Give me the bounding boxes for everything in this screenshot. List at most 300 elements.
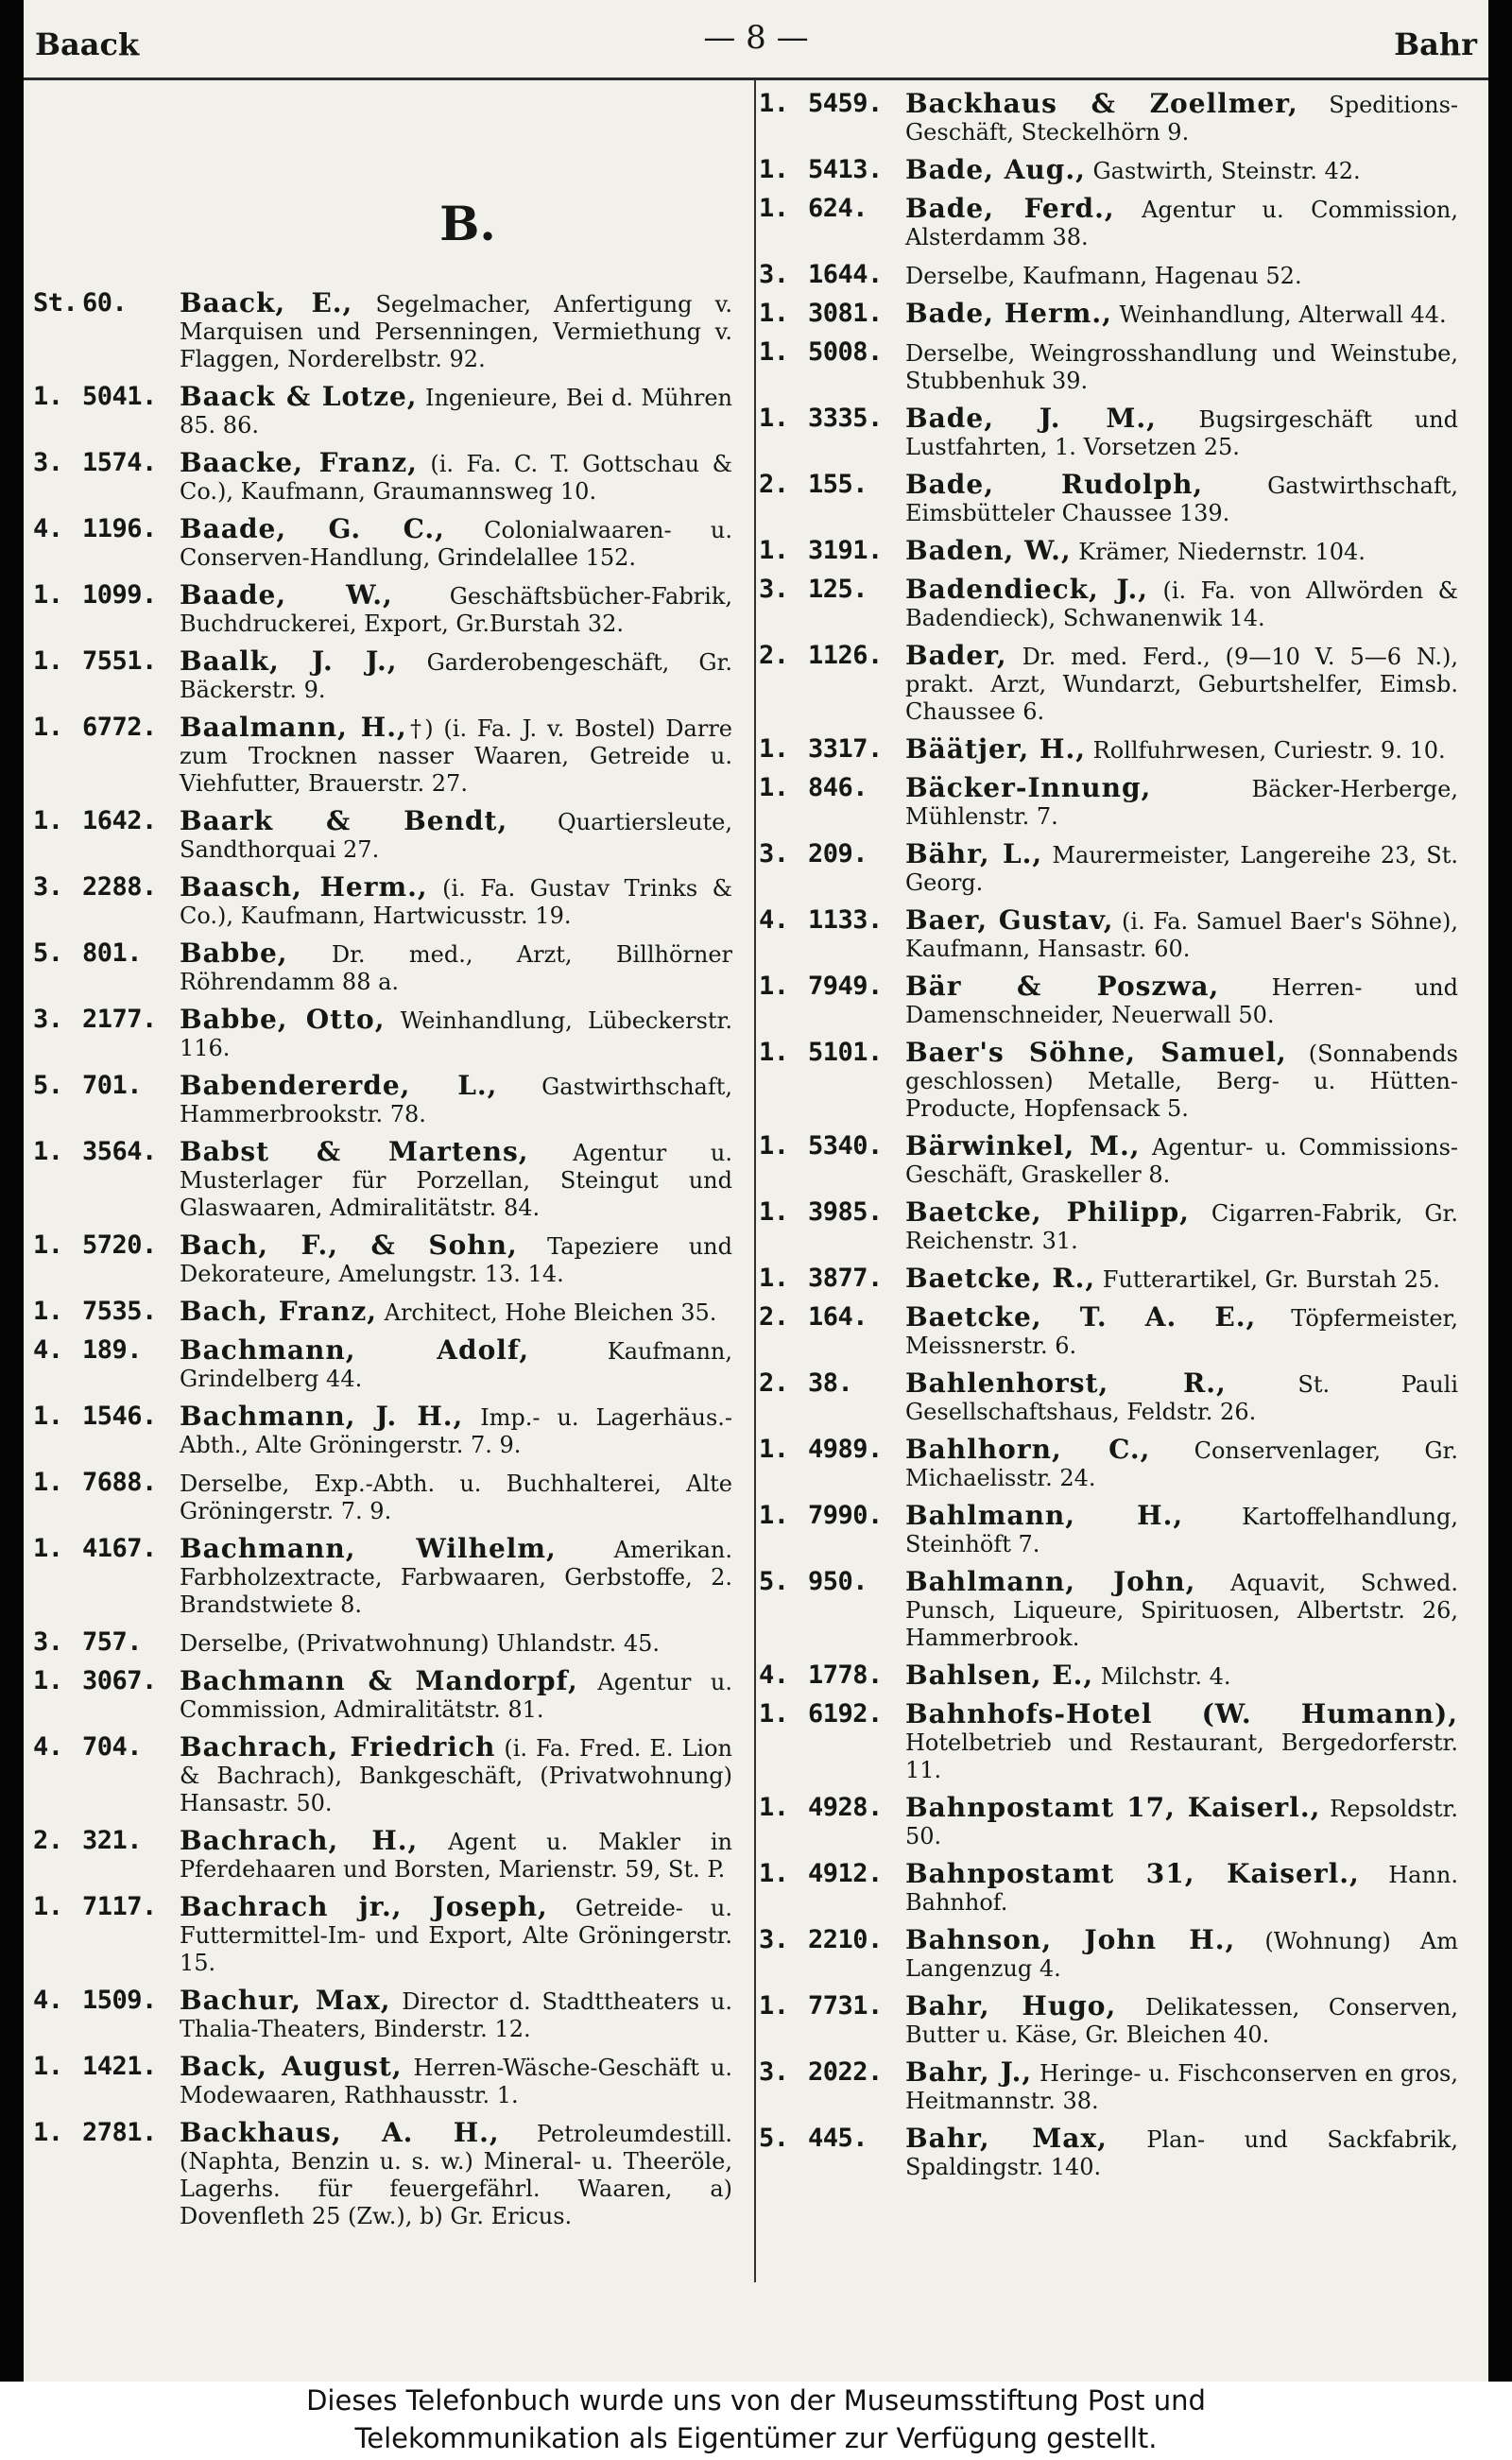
entry-text xyxy=(905,972,1458,1029)
phone-number xyxy=(33,581,180,609)
directory-entry xyxy=(759,840,1458,897)
exchange-code: 3. xyxy=(33,872,63,902)
line-number: 3191. xyxy=(808,536,883,565)
subscriber-name: Bachmann, J. H., xyxy=(180,1401,464,1432)
exchange-code: 1. xyxy=(759,194,789,223)
phone-number xyxy=(33,1667,180,1694)
exchange-code: 1. xyxy=(759,1793,789,1822)
directory-entry xyxy=(759,735,1458,765)
exchange-code: 1. xyxy=(759,773,789,802)
entry-text xyxy=(180,1469,732,1525)
line-number: 7990. xyxy=(808,1501,883,1530)
directory-entry xyxy=(759,338,1458,395)
line-number: 1133. xyxy=(808,905,883,935)
subscriber-details: Architect, Hohe Bleichen 35. xyxy=(377,1299,717,1326)
entry-text xyxy=(905,1700,1458,1784)
line-number: 5041. xyxy=(82,382,157,411)
directory-entry xyxy=(33,1535,732,1619)
line-number: 321. xyxy=(82,1826,143,1855)
exchange-code: 1. xyxy=(33,2118,63,2147)
directory-entry xyxy=(33,2053,732,2109)
subscriber-details: Quartiersleute, Sandthorquai 27. xyxy=(180,809,733,863)
directory-entry xyxy=(33,1733,732,1817)
line-number: 155. xyxy=(808,470,868,499)
exchange-code: 2. xyxy=(759,1368,789,1398)
subscriber-name: Baetcke, T. A. E., xyxy=(905,1301,1257,1333)
line-number: 189. xyxy=(82,1335,143,1365)
line-number: 3067. xyxy=(82,1666,157,1695)
line-number: 1099. xyxy=(82,580,157,610)
phone-number xyxy=(759,1198,905,1226)
subscriber-name: Bachmann, Wilhelm, xyxy=(180,1533,557,1564)
entry-text xyxy=(905,404,1458,461)
phone-number xyxy=(33,1402,180,1430)
subscriber-details: Bäcker-Herberge, Mühlenstr. 7. xyxy=(905,776,1458,830)
exchange-code: 3. xyxy=(33,1627,63,1657)
exchange-code: 1. xyxy=(33,1468,63,1497)
line-number: 1644. xyxy=(808,260,883,289)
directory-page xyxy=(24,0,1488,2382)
exchange-code: 1. xyxy=(759,155,789,184)
subscriber-name: Baalk, J. J., xyxy=(180,645,398,677)
directory-entry xyxy=(33,1469,732,1525)
entry-text xyxy=(180,1006,732,1062)
directory-entry xyxy=(33,449,732,506)
line-number: 846. xyxy=(808,773,868,802)
exchange-code: 1. xyxy=(759,404,789,433)
subscriber-name: Baetcke, R., xyxy=(905,1263,1096,1294)
exchange-code: 2. xyxy=(759,1302,789,1332)
exchange-code: 1. xyxy=(33,806,63,835)
phone-number xyxy=(33,1336,180,1364)
entry-text xyxy=(905,156,1458,185)
phone-number xyxy=(33,1072,180,1099)
phone-number xyxy=(33,873,180,901)
entry-text xyxy=(180,289,732,373)
exchange-code: 1. xyxy=(33,580,63,610)
exchange-code: 4. xyxy=(33,514,63,543)
directory-entry xyxy=(759,1700,1458,1784)
subscriber-name: Baer, Gustav, xyxy=(905,904,1114,936)
subscriber-name: Babendererde, L., xyxy=(180,1070,498,1101)
subscriber-details: Plan- und Sackfabrik, Spaldingstr. 140. xyxy=(905,2126,1458,2180)
subscriber-name: Bahlmann, H., xyxy=(905,1500,1184,1531)
directory-entry xyxy=(759,906,1458,963)
directory-entry xyxy=(33,647,732,704)
subscriber-details: Agent u. Makler in Pferdehaaren und Borsten, Marienstr. 59, St. P. xyxy=(180,1829,733,1883)
entry-text xyxy=(905,338,1458,395)
subscriber-details: (i. Fa. Samuel Baer's Söhne), Kaufmann, Hansastr. 60. xyxy=(905,908,1458,962)
entry-text xyxy=(180,939,732,996)
subscriber-details: Repsoldstr. 50. xyxy=(905,1796,1459,1849)
phone-number xyxy=(33,289,180,317)
line-number: 5413. xyxy=(808,155,883,184)
directory-entry xyxy=(759,471,1458,527)
entry-text xyxy=(905,2125,1458,2181)
phone-number xyxy=(759,906,905,934)
phone-number xyxy=(33,449,180,476)
entry-text xyxy=(905,1369,1458,1426)
entry-text xyxy=(905,537,1458,566)
subscriber-name: Bade, Ferd., xyxy=(905,193,1115,224)
exchange-code: 4. xyxy=(759,905,789,935)
directory-entry xyxy=(33,1072,732,1128)
entry-text xyxy=(905,1568,1458,1652)
entry-text xyxy=(905,471,1458,527)
subscriber-details: (i. Fa. Gustav Trinks & Co.), Kaufmann, Hartwicusstr. 19. xyxy=(180,875,732,929)
exchange-code: 1. xyxy=(33,2052,63,2081)
footer-line-1: Dieses Telefonbuch wurde uns von der Museumsstiftung Post und xyxy=(306,2384,1206,2417)
line-number: 1196. xyxy=(82,514,157,543)
phone-number xyxy=(759,261,905,288)
directory-entry xyxy=(759,576,1458,632)
phone-number xyxy=(33,647,180,675)
directory-entry xyxy=(33,1231,732,1288)
exchange-code: 3. xyxy=(33,1005,63,1034)
directory-entry xyxy=(759,1436,1458,1492)
directory-entry xyxy=(33,714,732,798)
entry-text xyxy=(905,1661,1458,1691)
subscriber-details: Imp.- u. Lagerhäus.-Abth., Alte Gröningerstr. 7. 9. xyxy=(180,1404,732,1458)
directory-entry xyxy=(759,1369,1458,1426)
entry-text xyxy=(905,576,1458,632)
subscriber-details: Petroleumdestill. (Naphta, Benzin u. s. w.) Mineral- u. Theeröle, Lagerhs. für feuergefährl. Waaren, a) Dovenfleth 25 (Zw.), b) Gr. Ericus. xyxy=(180,2121,733,2229)
exchange-code: 1. xyxy=(759,1435,789,1464)
subscriber-details: Agentur u. Musterlager für Porzellan, Steingut und Glaswaaren, Admiralitätstr. 84. xyxy=(180,1140,732,1221)
directory-entry xyxy=(759,1132,1458,1189)
line-number: 125. xyxy=(808,575,868,604)
subscriber-name: Bade, Rudolph, xyxy=(905,469,1204,500)
phone-number xyxy=(759,1132,905,1160)
subscriber-details: (Wohnung) Am Langenzug 4. xyxy=(905,1928,1458,1982)
header-last-entry: Bahr xyxy=(1394,26,1477,62)
line-number: 3877. xyxy=(808,1264,883,1293)
subscriber-details: †) (i. Fa. J. v. Bostel) Darre zum Trocknen nasser Waaren, Getreide u. Viehfutter, Brauerstr. 27. xyxy=(180,715,732,797)
entry-text xyxy=(180,1231,732,1288)
exchange-code: 1. xyxy=(759,1699,789,1729)
directory-entry xyxy=(759,2125,1458,2181)
line-number: 950. xyxy=(808,1567,868,1596)
directory-entry xyxy=(759,1860,1458,1917)
directory-entry xyxy=(759,404,1458,461)
directory-entry xyxy=(759,972,1458,1029)
subscriber-details: Colonialwaaren- u. Conserven-Handlung, Grindelallee 152. xyxy=(180,517,732,571)
subscriber-name: Bäätjer, H., xyxy=(905,733,1086,765)
directory-entry xyxy=(33,581,732,638)
subscriber-name: Bahnhofs-Hotel (W. Humann), xyxy=(905,1698,1458,1729)
subscriber-details: Weinhandlung, Alterwall 44. xyxy=(1111,301,1447,328)
subscriber-name: Badendieck, J., xyxy=(905,574,1148,605)
directory-entry xyxy=(759,1303,1458,1360)
left-entry-list xyxy=(33,289,732,2230)
subscriber-name: Bärwinkel, M., xyxy=(905,1130,1141,1161)
exchange-code: 1. xyxy=(33,1230,63,1260)
right-entry-list xyxy=(759,90,1458,2181)
line-number: 2781. xyxy=(82,2118,157,2147)
directory-entry xyxy=(33,1893,732,1977)
exchange-code: 5. xyxy=(759,1567,789,1596)
exchange-code: 5. xyxy=(33,938,63,968)
entry-text xyxy=(905,1039,1458,1123)
subscriber-name: Baack & Lotze, xyxy=(180,381,418,412)
subscriber-details: Krämer, Niedernstr. 104. xyxy=(1071,539,1366,565)
directory-entry xyxy=(33,1298,732,1327)
exchange-code: 1. xyxy=(759,1264,789,1293)
line-number: 1421. xyxy=(82,2052,157,2081)
directory-entry xyxy=(759,1661,1458,1691)
entry-text xyxy=(905,1794,1458,1850)
subscriber-name: Back, August, xyxy=(180,2051,403,2082)
exchange-code: 1. xyxy=(759,299,789,328)
exchange-code: 2. xyxy=(759,641,789,670)
subscriber-details: (i. Fa. von Allwörden & Badendieck), Schwanenwik 14. xyxy=(905,577,1458,631)
directory-entry xyxy=(759,1264,1458,1294)
line-number: 4167. xyxy=(82,1534,157,1563)
subscriber-name: Bachrach jr., Joseph, xyxy=(180,1891,548,1922)
entry-text xyxy=(905,906,1458,963)
entry-text xyxy=(180,1827,732,1884)
subscriber-details: Aquavit, Schwed. Punsch, Liqueure, Spirituosen, Albertstr. 26, Hammerbrook. xyxy=(905,1570,1458,1651)
line-number: 1574. xyxy=(82,448,157,477)
subscriber-details: Director d. Stadttheaters u. Thalia-Theaters, Binderstr. 12. xyxy=(180,1988,732,2042)
directory-entry xyxy=(759,537,1458,566)
entry-text xyxy=(180,1402,732,1459)
exchange-code: 5. xyxy=(33,1071,63,1100)
directory-entry xyxy=(759,774,1458,831)
phone-number xyxy=(759,156,905,183)
directory-entry xyxy=(759,1992,1458,2049)
phone-number xyxy=(759,735,905,763)
subscriber-details: Derselbe, Weingrosshandlung und Weinstube, Stubbenhuk 39. xyxy=(905,340,1458,394)
line-number: 38. xyxy=(808,1368,853,1398)
subscriber-name: Bade, Aug., xyxy=(905,154,1086,185)
line-number: 701. xyxy=(82,1071,143,1100)
entry-text xyxy=(180,1628,732,1658)
phone-number xyxy=(33,1827,180,1854)
subscriber-name: Bachmann, Adolf, xyxy=(180,1334,530,1366)
subscriber-details: Bugsirgeschäft und Lustfahrten, 1. Vorsetzen 25. xyxy=(905,406,1458,460)
entry-text xyxy=(180,1138,732,1222)
entry-text xyxy=(905,642,1458,726)
exchange-code: 1. xyxy=(759,1501,789,1530)
subscriber-details: Geschäftsbücher-Fabrik, Buchdruckerei, Export, Gr.Burstah 32. xyxy=(180,583,732,637)
subscriber-name: Bahr, Hugo, xyxy=(905,1990,1117,2021)
line-number: 5008. xyxy=(808,337,883,367)
entry-text xyxy=(180,647,732,704)
page-header xyxy=(24,0,1488,76)
exchange-code: 3. xyxy=(759,1925,789,1954)
phone-number xyxy=(33,1987,180,2014)
phone-number xyxy=(759,1700,905,1728)
entry-text xyxy=(180,449,732,506)
directory-entry xyxy=(33,939,732,996)
directory-entry xyxy=(33,2119,732,2230)
entry-text xyxy=(905,1303,1458,1360)
phone-number xyxy=(33,1138,180,1165)
subscriber-details: Getreide- u. Futtermittel-Im- und Export, Alte Gröningerstr. 15. xyxy=(180,1895,732,1976)
directory-entry xyxy=(33,1628,732,1658)
line-number: 1509. xyxy=(82,1986,157,2015)
entry-text xyxy=(905,1992,1458,2049)
directory-entry xyxy=(33,1667,732,1724)
page-number: — 8 — xyxy=(703,19,809,57)
line-number: 801. xyxy=(82,938,143,968)
entry-text xyxy=(905,300,1458,329)
phone-number xyxy=(33,939,180,967)
subscriber-name: Bahnpostamt 17, Kaiserl., xyxy=(905,1792,1321,1823)
subscriber-name: Bach, F., & Sohn, xyxy=(180,1230,518,1261)
directory-entry xyxy=(759,1039,1458,1123)
phone-number xyxy=(759,576,905,603)
subscriber-name: Bade, J. M., xyxy=(905,403,1157,434)
entry-text xyxy=(905,1502,1458,1558)
entry-text xyxy=(180,383,732,439)
line-number: 2210. xyxy=(808,1925,883,1954)
subscriber-name: Bahr, Max, xyxy=(905,2123,1108,2154)
line-number: 7551. xyxy=(82,646,157,676)
entry-text xyxy=(905,90,1458,146)
phone-number xyxy=(33,383,180,410)
subscriber-name: Baden, W., xyxy=(905,535,1072,566)
subscriber-name: Bähr, L., xyxy=(905,838,1043,869)
directory-entry xyxy=(33,1987,732,2043)
phone-number xyxy=(33,1535,180,1562)
entry-text xyxy=(180,1893,732,1977)
header-rule xyxy=(24,77,1488,80)
phone-number xyxy=(33,1231,180,1259)
subscriber-details: Segelmacher, Anfertigung v. Marquisen und Persenningen, Vermiethung v. Flaggen, Norderelbstr. 92. xyxy=(180,291,733,372)
phone-number xyxy=(759,471,905,498)
phone-number xyxy=(759,642,905,669)
entry-text xyxy=(180,1072,732,1128)
entry-text xyxy=(180,1535,732,1619)
subscriber-name: Bader, xyxy=(905,640,1007,671)
subscriber-details: Töpfermeister, Meissnerstr. 6. xyxy=(905,1305,1458,1359)
phone-number xyxy=(759,2058,905,2086)
exchange-code: 1. xyxy=(759,1991,789,2021)
subscriber-name: Bahlmann, John, xyxy=(905,1566,1196,1597)
line-number: 6772. xyxy=(82,713,157,742)
directory-entry xyxy=(759,642,1458,726)
subscriber-name: Baade, G. C., xyxy=(180,513,445,544)
line-number: 5459. xyxy=(808,89,883,118)
subscriber-name: Bahr, J., xyxy=(905,2056,1033,2088)
line-number: 1546. xyxy=(82,1402,157,1431)
subscriber-name: Baalmann, H., xyxy=(180,712,407,743)
exchange-code: 1. xyxy=(759,1131,789,1161)
directory-entry xyxy=(33,1827,732,1884)
exchange-code: 1. xyxy=(759,337,789,367)
line-number: 3335. xyxy=(808,404,883,433)
exchange-code: 4. xyxy=(759,1660,789,1690)
subscriber-name: Bahlsen, E., xyxy=(905,1660,1094,1691)
subscriber-details: Futterartikel, Gr. Burstah 25. xyxy=(1095,1266,1440,1293)
subscriber-name: Bachur, Max, xyxy=(180,1985,391,2016)
phone-number xyxy=(759,1264,905,1292)
exchange-code: 1. xyxy=(33,646,63,676)
subscriber-name: Baasch, Herm., xyxy=(180,871,428,903)
entry-text xyxy=(180,581,732,638)
exchange-code: 3. xyxy=(759,575,789,604)
entry-text xyxy=(180,807,732,864)
line-number: 3081. xyxy=(808,299,883,328)
subscriber-details: Dr. med., Arzt, Billhörner Röhrendamm 88 a. xyxy=(180,941,732,995)
line-number: 209. xyxy=(808,839,868,869)
subscriber-details: Delikatessen, Conserven, Butter u. Käse, Gr. Bleichen 40. xyxy=(905,1994,1458,2048)
exchange-code: 1. xyxy=(33,382,63,411)
phone-number xyxy=(759,338,905,366)
phone-number xyxy=(759,537,905,564)
line-number: 5720. xyxy=(82,1230,157,1260)
phone-number xyxy=(759,1039,905,1066)
subscriber-name: Backhaus & Zoellmer, xyxy=(905,88,1298,119)
phone-number xyxy=(759,404,905,432)
phone-number xyxy=(33,714,180,741)
phone-number xyxy=(33,807,180,834)
line-number: 3564. xyxy=(82,1137,157,1166)
subscriber-name: Bachmann & Mandorpf, xyxy=(180,1665,578,1696)
subscriber-details: Agentur u. Commission, Admiralitätstr. 81. xyxy=(180,1669,732,1723)
entry-text xyxy=(180,2119,732,2230)
line-number: 60. xyxy=(82,288,128,318)
exchange-code: 1. xyxy=(759,89,789,118)
subscriber-details: Tapeziere und Dekorateure, Amelungstr. 13. 14. xyxy=(180,1233,732,1287)
subscriber-details: Gastwirthschaft, Eimsbütteler Chaussee 139. xyxy=(905,473,1458,526)
subscriber-details: Cigarren-Fabrik, Gr. Reichenstr. 31. xyxy=(905,1200,1458,1254)
exchange-code: 3. xyxy=(759,839,789,869)
exchange-code: 4. xyxy=(33,1335,63,1365)
entry-text xyxy=(905,840,1458,897)
phone-number xyxy=(33,1006,180,1033)
entry-text xyxy=(905,261,1458,290)
entry-text xyxy=(180,873,732,930)
subscriber-name: Bahlhorn, C., xyxy=(905,1434,1151,1465)
subscriber-name: Babbe, xyxy=(180,938,288,969)
exchange-code: 1. xyxy=(759,536,789,565)
entry-text xyxy=(905,735,1458,765)
footer-line-2: Telekommunikation als Eigentümer zur Verfügung gestellt. xyxy=(354,2422,1158,2454)
subscriber-details: Agentur- u. Commissions-Geschäft, Graskeller 8. xyxy=(905,1134,1459,1188)
subscriber-details: Gastwirthschaft, Hammerbrookstr. 78. xyxy=(180,1074,733,1127)
subscriber-details: (i. Fa. Fred. E. Lion & Bachrach), Bankgeschäft, (Privatwohnung) Hansastr. 50. xyxy=(180,1735,732,1816)
phone-number xyxy=(33,1298,180,1325)
entry-text xyxy=(905,1132,1458,1189)
line-number: 3317. xyxy=(808,734,883,764)
line-number: 6192. xyxy=(808,1699,883,1729)
entry-text xyxy=(905,1264,1458,1294)
entry-text xyxy=(180,1733,732,1817)
line-number: 5340. xyxy=(808,1131,883,1161)
exchange-code: 1. xyxy=(759,972,789,1001)
subscriber-name: Baade, W., xyxy=(180,579,393,611)
entry-text xyxy=(180,1336,732,1393)
entry-text xyxy=(180,1667,732,1724)
directory-entry xyxy=(33,1138,732,1222)
subscriber-details: Rollfuhrwesen, Curiestr. 9. 10. xyxy=(1086,737,1446,764)
exchange-code: 1. xyxy=(759,1197,789,1227)
line-number: 757. xyxy=(82,1627,143,1657)
exchange-code: 2. xyxy=(759,470,789,499)
phone-number xyxy=(759,1661,905,1689)
entry-text xyxy=(180,2053,732,2109)
entry-text xyxy=(180,515,732,572)
exchange-code: 5. xyxy=(759,2124,789,2153)
line-number: 3985. xyxy=(808,1197,883,1227)
line-number: 4912. xyxy=(808,1859,883,1888)
directory-entry xyxy=(33,1336,732,1393)
entry-text xyxy=(905,1436,1458,1492)
subscriber-name: Baer's Söhne, Samuel, xyxy=(905,1037,1287,1068)
